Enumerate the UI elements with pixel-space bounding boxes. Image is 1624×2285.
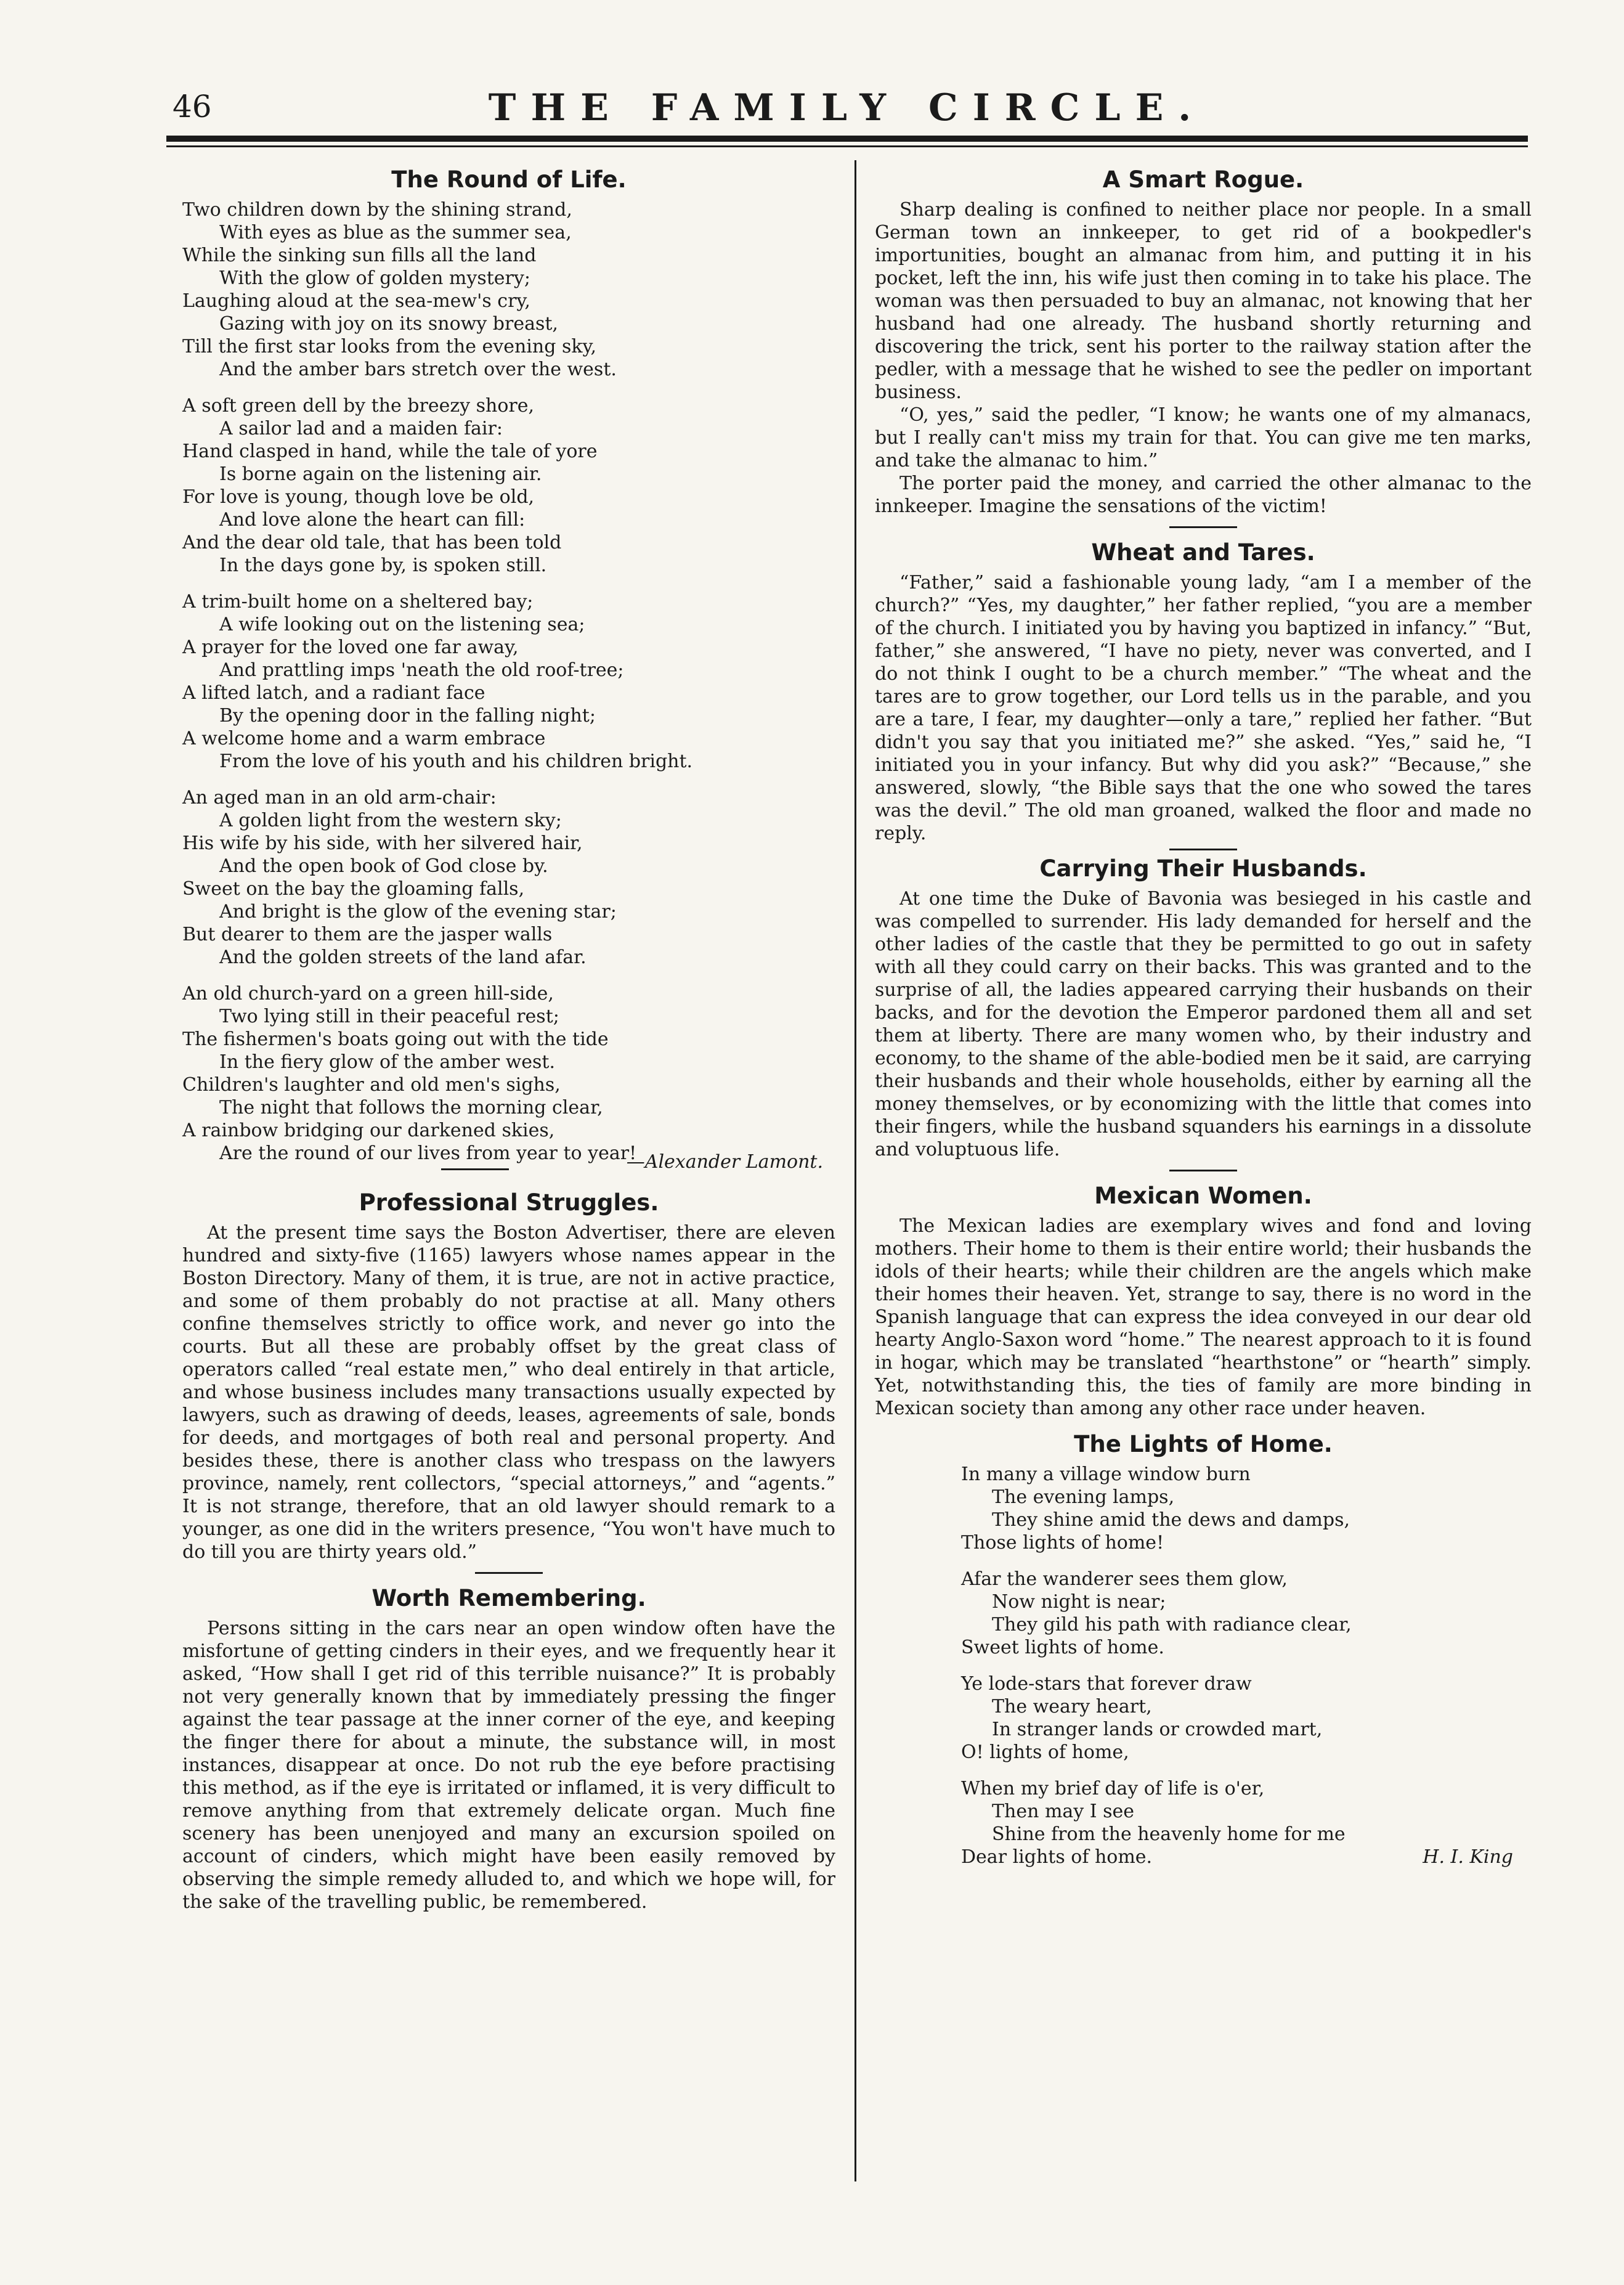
poem-line: Shine from the heavenly home for me — [992, 1823, 1346, 1845]
poem-signature: H. I. King — [1423, 1846, 1513, 1868]
article-carrying-husbands — [875, 850, 1532, 1161]
poem-line: An old church-yard on a green hill-side, — [182, 983, 554, 1004]
poem-line: And the open book of God close by. — [219, 855, 548, 877]
poem-line: Now night is near; — [992, 1591, 1166, 1613]
poem-line: And love alone the heart can fill: — [219, 509, 526, 531]
article-title: Worth Remembering. — [371, 1585, 646, 1611]
article-paragraph: At one time the Duke of Bavonia was besieged in his castle and was compelled to surrender. His lady demanded for herself and the other ladies of the castle that they be permitted to go out in safety with all they could carry on their backs. This was granted and to the surprise of all, the ladies appeared carrying their husbands on their backs, and for the devotion the Emperor pardoned them all and set them at liberty. There are many women who, by their industry and economy, to the shame of the able-bodied men be it said, are carrying their husbands and their whole households, either by earning all the money themselves, or by economizing with the little that comes into their fingers, while the husband squanders his earnings in a dissolute and voluptuous life. — [875, 888, 1532, 1160]
article-title: Wheat and Tares. — [1091, 539, 1315, 566]
section-rule — [475, 1572, 543, 1574]
article-professional-struggles — [182, 1184, 835, 1563]
header-rule-thick — [166, 136, 1528, 142]
poem-line: And the amber bars stretch over the west. — [219, 359, 617, 380]
poem-line: His wife by his side, with her silvered hair, — [182, 833, 583, 854]
poem-line: Dear lights of home. — [961, 1846, 1153, 1868]
article-title: Mexican Women. — [1094, 1183, 1312, 1209]
article-paragraph: The Mexican ladies are exemplary wives and fond and loving mothers. Their home to them is their entire world; their husbands the idols of their hearts; while their children are the angels which make their homes their heaven. Yet, strange to say, there is no word in the Spanish language that can express the idea conveyed in our dear old hearty Anglo-Saxon word “home.” The nearest approach to it is found in hogar, which may be translated “hearthstone” or “hearth” simply. Yet, notwithstanding this, the ties of family are more binding in Mexican society than among any other race under heaven. — [875, 1215, 1532, 1419]
poem-line: Laughing aloud at the sea-mew's cry, — [182, 290, 530, 312]
poem-line: Hand clasped in hand, while the tale of yore — [182, 441, 598, 462]
poem-line: Then may I see — [992, 1801, 1135, 1822]
article-body — [875, 571, 1532, 845]
poem-body — [182, 198, 835, 1165]
poem-line: The weary heart, — [992, 1696, 1152, 1717]
poem-line: Ye lode-stars that forever draw — [961, 1673, 1252, 1695]
poem-attribution: —Alexander Lamont. — [626, 1151, 823, 1173]
poem-body — [875, 1463, 1532, 1868]
article-title: Carrying Their Husbands. — [1039, 855, 1367, 882]
article-round-of-life — [182, 161, 835, 1173]
poem-line: With the glow of golden mystery; — [219, 267, 530, 289]
article-wheat-and-tares — [875, 534, 1532, 845]
article-worth-remembering — [182, 1580, 835, 1913]
article-body — [875, 198, 1532, 518]
poem-line: In stranger lands or crowded mart, — [992, 1719, 1323, 1740]
poem-line: But dearer to them are the jasper walls — [182, 924, 553, 945]
poem-line: Children's laughter and old men's sighs, — [182, 1074, 561, 1096]
article-title: Professional Struggles. — [359, 1189, 659, 1216]
page-header — [166, 81, 1528, 137]
poem-line: A sailor lad and a maiden fair: — [219, 418, 503, 439]
poem-line: The fishermen's boats going out with the tide — [182, 1028, 609, 1050]
poem-line: Sweet lights of home. — [961, 1637, 1164, 1658]
poem-line: Sweet on the bay the gloaming falls, — [182, 878, 525, 900]
poem-line: In the days gone by, is spoken still. — [219, 555, 547, 576]
article-title: The Round of Life. — [391, 166, 627, 193]
article-title: The Lights of Home. — [1074, 1431, 1333, 1457]
poem-line: By the opening door in the falling night; — [219, 705, 596, 727]
poem-line: A soft green dell by the breezy shore, — [182, 395, 535, 417]
poem-stanza — [182, 982, 835, 1165]
section-rule — [1169, 1170, 1237, 1171]
column-divider — [855, 160, 856, 2181]
article-body — [875, 887, 1532, 1161]
poem-line: From the love of his youth and his children bright. — [219, 751, 693, 772]
poem-line: Gazing with joy on its snowy breast, — [219, 313, 558, 335]
poem-line: A prayer for the loved one far away, — [182, 637, 519, 658]
poem-line: An aged man in an old arm-chair: — [182, 787, 497, 809]
poem-line: A wife looking out on the listening sea; — [219, 614, 585, 635]
poem-line: In many a village window burn — [961, 1464, 1251, 1485]
poem-line: In the fiery glow of the amber west. — [219, 1051, 555, 1073]
poem-signoff — [961, 1846, 1532, 1868]
poem-line: O! lights of home, — [961, 1741, 1129, 1763]
poem-line: A golden light from the western sky; — [219, 810, 562, 831]
poem-stanza — [961, 1568, 1532, 1659]
poem-line: When my brief day of life is o'er, — [961, 1778, 1265, 1799]
article-title: A Smart Rogue. — [1102, 166, 1304, 193]
article-lights-of-home — [875, 1426, 1532, 1868]
article-paragraph: Sharp dealing is confined to neither place nor people. In a small German town an innkeeper, to get rid of a bookpedler's importunities, bought an almanac from him, and putting it in his pocket, left the inn, his wife just then coming in to take his place. The woman was then persuaded to buy an almanac, not knowing that her husband had one already. The husband shortly returning and discovering the trick, sent his porter to the railway station after the pedler, with a message that he wished to see the pedler on important business. — [875, 199, 1532, 403]
poem-line: With eyes as blue as the summer sea, — [219, 222, 572, 243]
article-paragraph: At the present time says the Boston Advertiser, there are eleven hundred and sixty-five (1165) lawyers whose names appear in the Boston Directory. Many of them, it is true, are not in active practice, and some of them probably do not practise at all. Many others confine themselves strictly to office work, and never go into the courts. But all these are probably offset by the great class of operators called “real estate men,” who deal entirely in that article, and whose business includes many transactions usually expected by lawyers, such as drawing of deeds, leases, agreements of sale, bonds for deeds, and mortgages of both real and personal property. And besides these, there is another class who trespass on the lawyers province, namely, rent collectors, “special attorneys,” and “agents.” It is not strange, therefore, that an old lawyer should remark to a younger, as one did in the writers presence, “You won't have much to do till you are thirty years old.” — [182, 1222, 835, 1563]
poem-stanza — [961, 1777, 1532, 1868]
page-title: THE FAMILY CIRCLE. — [488, 86, 1206, 129]
poem-line: Two children down by the shining strand, — [182, 199, 572, 221]
poem-line: For love is young, though love be old, — [182, 486, 535, 508]
poem-stanza — [182, 590, 835, 773]
poem-line: Two lying still in their peaceful rest; — [219, 1006, 559, 1027]
poem-stanza — [182, 786, 835, 969]
poem-line: And the golden streets of the land afar. — [219, 947, 587, 968]
poem-stanza — [182, 394, 835, 577]
section-rule — [1169, 526, 1237, 528]
article-body — [875, 1215, 1532, 1420]
poem-line: A rainbow bridging our darkened skies, — [182, 1120, 555, 1141]
poem-line: And bright is the glow of the evening star; — [219, 901, 617, 923]
poem-line: Are the round of our lives from year to year! — [219, 1142, 637, 1164]
poem-line: Those lights of home! — [961, 1532, 1164, 1554]
article-paragraph: The porter paid the money, and carried the other almanac to the innkeeper. Imagine the sensations of the victim! — [875, 473, 1532, 517]
article-paragraph: “O, yes,” said the pedler, “I know; he wants one of my almanacs, but I really can't miss my train for that. You can give me ten marks, and take the almanac to him.” — [875, 404, 1532, 471]
poem-line: A trim-built home on a sheltered bay; — [182, 591, 534, 613]
article-paragraph: “Father,” said a fashionable young lady, “am I a member of the church?” “Yes, my daughter,” her father replied, “you are a member of the church. I initiated you by having you baptized in infancy.” “But, father,” she answered, “I have no piety, never was converted, and I do not think I ought to be a church member.” “The wheat and the tares are to grow together, our Lord tells us in the parable, and you are a tare, I fear, my daughter—only a tare,” replied her father. “But didn't you say that you initiated me?” she asked. “Yes,” said he, “I initiated you in your infancy. But why did you ask?” “Because,” she answered, slowly, “the Bible says that the one who sowed the tares was the devil.” The old man groaned, walked the floor and made no reply. — [875, 572, 1532, 844]
poem-line: They gild his path with radiance clear, — [992, 1614, 1352, 1635]
poem-line: While the sinking sun fills all the land — [182, 245, 537, 266]
article-body — [182, 1221, 835, 1563]
poem-line: Is borne again on the listening air. — [219, 463, 542, 485]
poem-line: The night that follows the morning clear, — [219, 1097, 603, 1118]
poem-line: A lifted latch, and a radiant face — [182, 682, 485, 704]
poem-line: Afar the wanderer sees them glow, — [961, 1568, 1288, 1590]
poem-line: The evening lamps, — [992, 1486, 1175, 1508]
poem-stanza — [961, 1672, 1532, 1764]
poem-line: Till the first star looks from the evening sky, — [182, 336, 597, 357]
page-number: 46 — [173, 89, 212, 124]
left-column — [182, 161, 835, 1913]
right-column — [875, 161, 1532, 1868]
poem-stanza — [961, 1463, 1532, 1554]
article-body — [182, 1617, 835, 1913]
poem-line: And the dear old tale, that has been told — [182, 532, 562, 553]
poem-stanza — [182, 198, 835, 381]
poem-line: A welcome home and a warm embrace — [182, 728, 546, 749]
header-rule-thin — [166, 145, 1528, 147]
poem-line: They shine amid the dews and damps, — [992, 1509, 1350, 1531]
article-mexican-women — [875, 1178, 1532, 1420]
article-smart-rogue — [875, 161, 1532, 518]
poem-line: And prattling imps 'neath the old roof-tree; — [219, 659, 624, 681]
article-paragraph: Persons sitting in the cars near an open window often have the misfortune of getting cinders in their eyes, and we frequently hear it asked, “How shall I get rid of this terrible nuisance?” It is probably not very generally known that by immediately pressing the finger against the tear passage at the inner corner of the eye, and keeping the finger there for about a minute, the substance will, in most instances, disappear at once. Do not rub the eye before practising this method, as if the eye is irritated or inflamed, it is very difficult to remove anything from that extremely delicate organ. Much fine scenery has been unenjoyed and many an excursion spoiled on account of cinders, which might have been easily removed by observing the simple remedy alluded to, and which we hope will, for the sake of the travelling public, be remembered. — [182, 1618, 835, 1913]
